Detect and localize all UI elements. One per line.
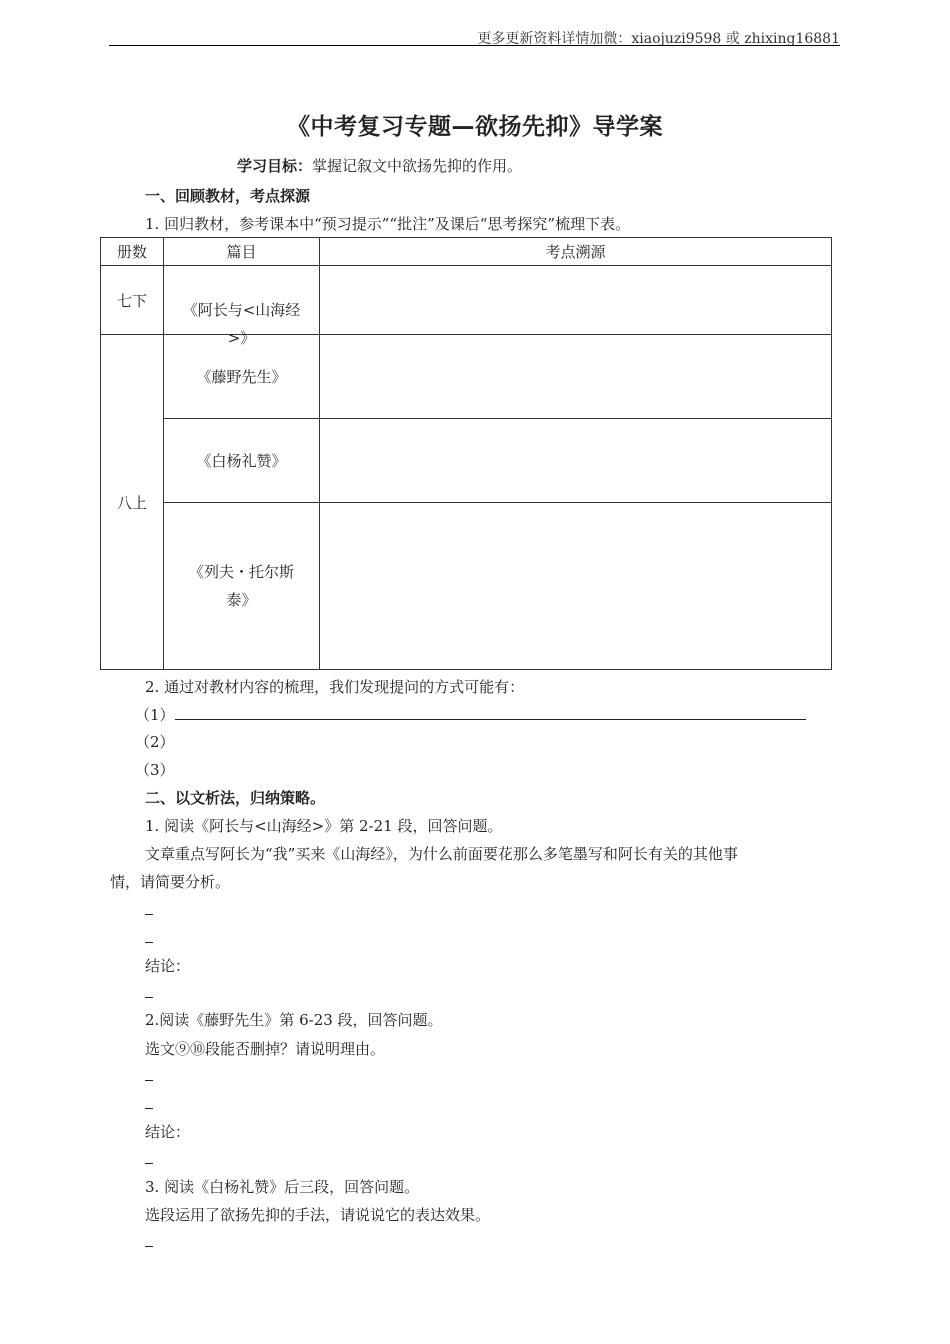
table-cell-title (164, 503, 320, 670)
header-rule (109, 45, 840, 46)
answer-line-1[interactable] (175, 719, 806, 720)
table-cell-title: 《藤野先生》 (164, 335, 320, 419)
section1-q2: 2. 通过对教材内容的梳理，我们发现提问的方式可能有： (145, 678, 525, 696)
page-title: 《中考复习专题—欲扬先抑》导学案 (287, 114, 663, 140)
section2-q2-title: 2.阅读《藤野先生》第 6-23 段，回答问题。 (145, 1011, 443, 1029)
section2-q1-prompt-line2: 情，请简要分析。 (110, 873, 231, 891)
answer-line[interactable] (145, 1108, 153, 1109)
table-row (101, 503, 832, 670)
section2-q3-prompt: 选段运用了欲扬先抑的手法，请说说它的表达效果。 (145, 1206, 491, 1224)
answer-line[interactable] (145, 1246, 153, 1247)
section2-heading: 二、以文析法，归纳策略。 (145, 789, 326, 807)
answer-line[interactable] (145, 1080, 153, 1081)
answer-line[interactable] (145, 997, 153, 998)
table-header-row (101, 238, 832, 266)
header-note: 更多更新资料详情加微：xiaojuzi9598 或 zhixing16881 (477, 31, 840, 47)
title-text: 《列夫・托尔斯泰》 (188, 563, 294, 609)
table-cell-source[interactable] (320, 419, 832, 503)
table-cell-title (164, 266, 320, 347)
table-header-source: 考点溯源 (320, 238, 832, 266)
table-cell-source[interactable] (320, 335, 832, 419)
section2-q2-conclusion: 结论： (145, 1123, 191, 1141)
table-cell-source[interactable] (320, 266, 832, 335)
answer-item-3-label: （3） (135, 761, 175, 779)
section2-q1-conclusion: 结论： (145, 957, 191, 975)
learning-goal-text: 掌握记叙文中欲扬先抑的作用。 (312, 157, 523, 175)
table-cell-title: 《白杨礼赞》 (164, 419, 320, 503)
section2-q1-title: 1. 阅读《阿长与<山海经>》第 2-21 段，回答问题。 (145, 817, 503, 835)
answer-line[interactable] (145, 942, 153, 943)
table-cell-volume: 七下 (101, 266, 164, 335)
section2-q2-prompt: 选文⑨⑩段能否删掉？请说明理由。 (145, 1040, 386, 1058)
table-header-volume: 册数 (101, 238, 164, 266)
answer-line[interactable] (145, 1163, 153, 1164)
table-header-title: 篇目 (164, 238, 320, 266)
section1-heading: 一、回顾教材，考点探源 (145, 187, 311, 205)
answer-item-2-label: （2） (135, 733, 175, 751)
learning-goal-label: 学习目标： (237, 157, 313, 175)
review-table (100, 237, 832, 670)
table-cell-volume: 八上 (101, 335, 164, 670)
table-row (101, 266, 832, 335)
section2-q1-prompt-line1: 文章重点写阿长为“我”买来《山海经》，为什么前面要花那么多笔墨写和阿长有关的其他事 (145, 845, 738, 863)
learning-goal (237, 155, 522, 176)
answer-line[interactable] (145, 914, 153, 915)
table-row (101, 419, 832, 503)
table-row (101, 335, 832, 419)
section2-q3-title: 3. 阅读《白杨礼赞》后三段，回答问题。 (145, 1178, 420, 1196)
section1-q1: 1. 回归教材，参考课本中“预习提示”“批注”及课后“思考探究”梳理下表。 (145, 215, 631, 233)
title-text: 《阿长与<山海经>》 (182, 301, 301, 347)
answer-item-1-label: （1） (135, 706, 175, 724)
table-cell-source[interactable] (320, 503, 832, 670)
